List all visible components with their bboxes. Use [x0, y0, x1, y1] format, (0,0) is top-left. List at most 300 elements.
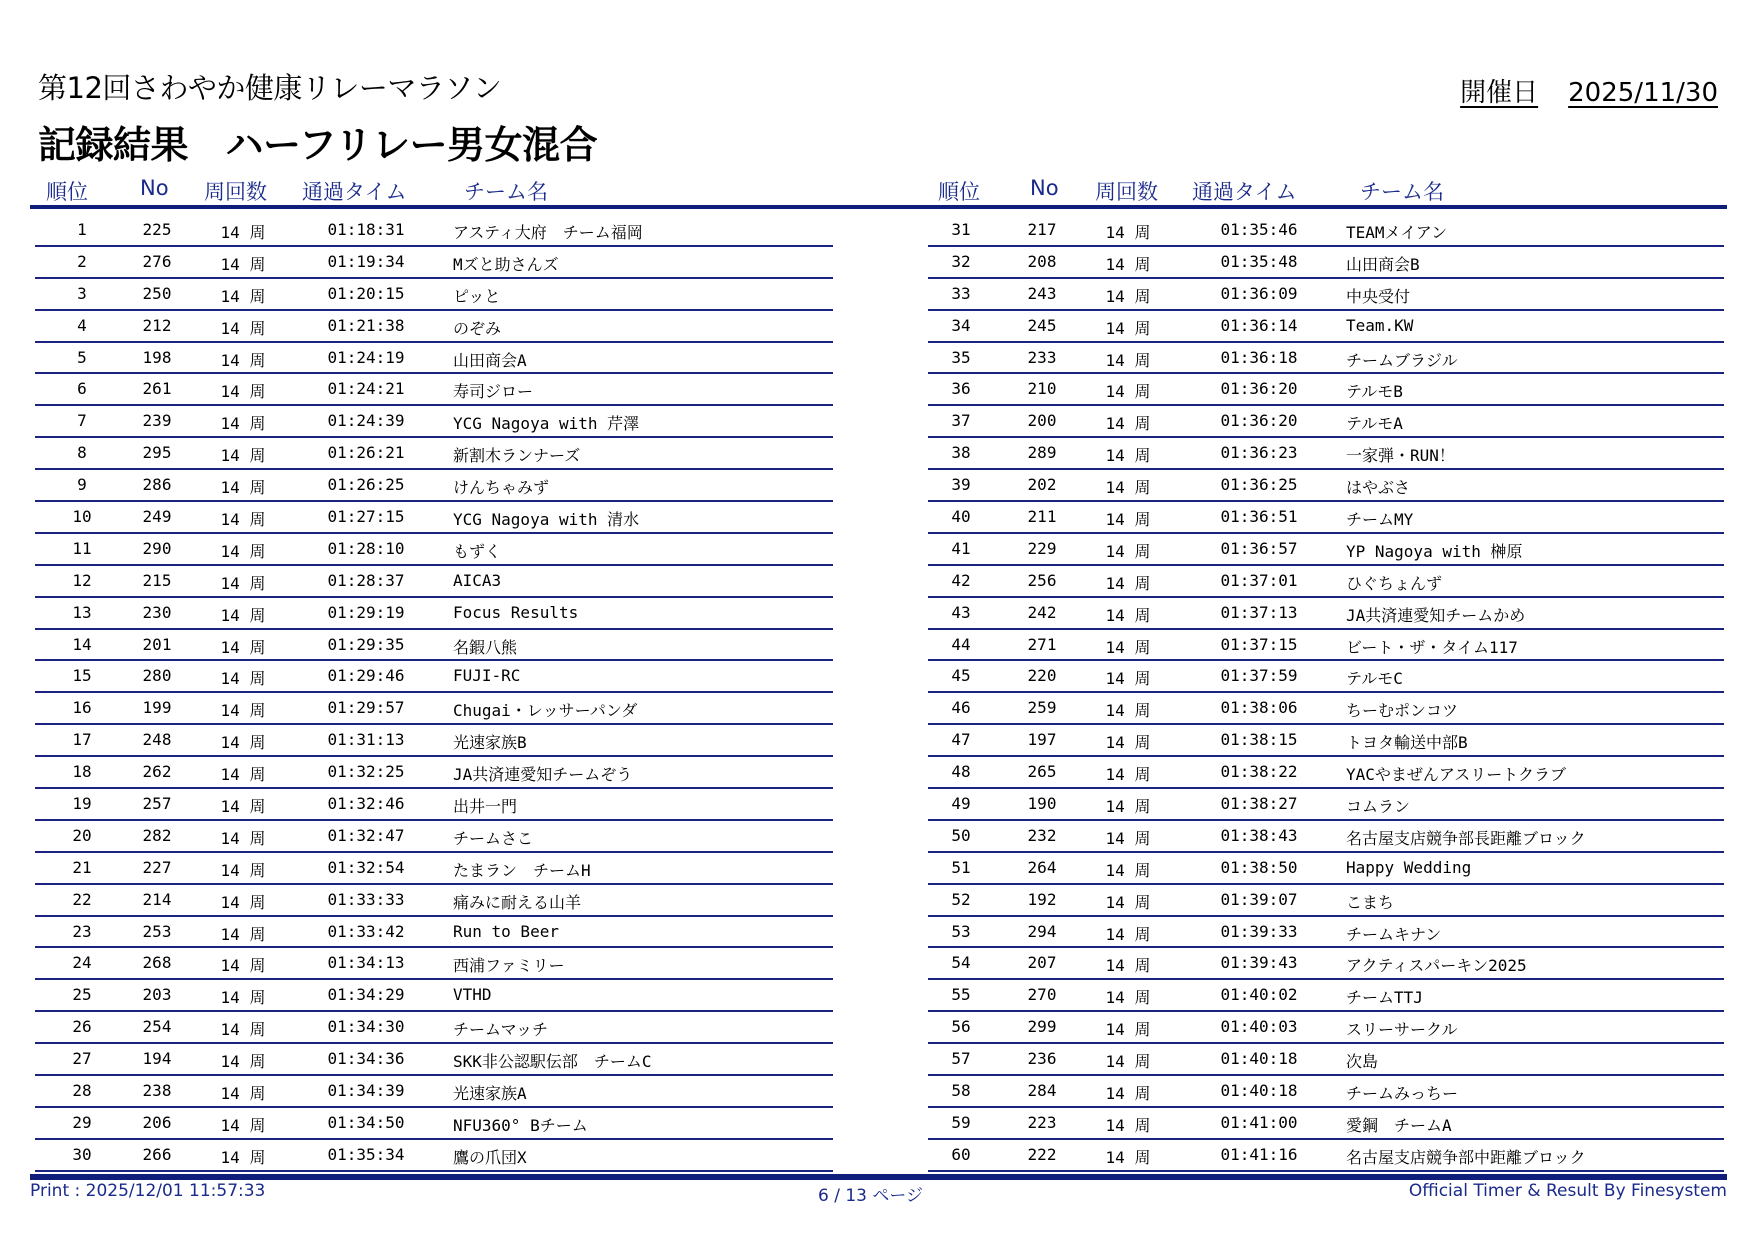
table-row: [928, 1044, 1724, 1076]
laps-cell: 14 周: [220, 1115, 266, 1135]
laps-cell: 14 周: [1105, 286, 1151, 306]
results-table-right: [928, 215, 1724, 1172]
bib-number-cell: 227: [142, 857, 172, 877]
split-time-cell: 01:27:15: [327, 507, 405, 527]
table-row: [928, 438, 1724, 470]
table-row: [928, 502, 1724, 534]
split-time-cell: 01:34:50: [327, 1112, 405, 1132]
bib-number-cell: 230: [142, 602, 172, 622]
rank-cell: 54: [951, 953, 971, 973]
split-time-cell: 01:18:31: [327, 220, 405, 239]
laps-cell: 14 周: [1105, 254, 1151, 274]
bib-number-cell: 270: [1027, 985, 1057, 1005]
laps-cell: 14 周: [220, 1147, 266, 1167]
laps-cell: 14 周: [220, 382, 266, 402]
laps-cell: 14 周: [220, 828, 266, 848]
column-header-no-right: No: [1030, 176, 1059, 200]
team-name-cell: 次島: [1346, 1052, 1379, 1072]
results-table-left: [35, 215, 833, 1172]
table-row: [35, 470, 833, 502]
laps-cell: 14 周: [220, 669, 266, 689]
rank-cell: 50: [951, 825, 971, 845]
split-time-cell: 01:35:48: [1220, 251, 1298, 271]
team-name-cell: 山田商会A: [453, 350, 527, 370]
bib-number-cell: 215: [142, 570, 172, 590]
team-name-cell: 一家弾・RUN！: [1346, 446, 1455, 466]
team-name-cell: チームMY: [1346, 510, 1414, 530]
team-name-cell: 鷹の爪団X: [453, 1147, 527, 1167]
split-time-cell: 01:37:59: [1220, 666, 1298, 686]
laps-cell: 14 周: [1105, 1052, 1151, 1072]
bib-number-cell: 229: [1027, 538, 1057, 558]
table-row: [35, 534, 833, 566]
bib-number-cell: 257: [142, 794, 172, 814]
rank-cell: 4: [77, 315, 87, 335]
split-time-cell: 01:38:06: [1220, 698, 1298, 718]
bib-number-cell: 232: [1027, 825, 1057, 845]
team-name-cell: 光速家族B: [453, 733, 527, 753]
split-time-cell: 01:39:07: [1220, 889, 1298, 909]
bib-number-cell: 289: [1027, 443, 1057, 463]
footer-rule: [30, 1174, 1727, 1180]
split-time-cell: 01:29:35: [327, 634, 405, 654]
bib-number-cell: 233: [1027, 347, 1057, 367]
team-name-cell: アスティ大府 チーム福岡: [453, 223, 643, 242]
table-row: [928, 1076, 1724, 1108]
table-row: [928, 406, 1724, 438]
laps-cell: 14 周: [220, 956, 266, 976]
split-time-cell: 01:41:00: [1220, 1112, 1298, 1132]
bib-number-cell: 212: [142, 315, 172, 335]
split-time-cell: 01:38:50: [1220, 857, 1298, 877]
rank-cell: 41: [951, 538, 971, 558]
table-row: [35, 1012, 833, 1044]
table-row: [35, 693, 833, 725]
rank-cell: 25: [72, 985, 92, 1005]
laps-cell: 14 周: [1105, 541, 1151, 561]
split-time-cell: 01:26:25: [327, 475, 405, 495]
rank-cell: 40: [951, 507, 971, 527]
bib-number-cell: 190: [1027, 794, 1057, 814]
table-row: [928, 821, 1724, 853]
split-time-cell: 01:31:13: [327, 730, 405, 750]
bib-number-cell: 208: [1027, 251, 1057, 271]
team-name-cell: YCG Nagoya with 清水: [453, 510, 640, 530]
bib-number-cell: 280: [142, 666, 172, 686]
bib-number-cell: 253: [142, 921, 172, 941]
bib-number-cell: 197: [1027, 730, 1057, 750]
team-name-cell: のぞみ: [453, 318, 502, 338]
laps-cell: 14 周: [220, 541, 266, 561]
event-date-label: 開催日: [1460, 78, 1539, 108]
bib-number-cell: 290: [142, 538, 172, 558]
table-row: [35, 343, 833, 375]
bib-number-cell: 248: [142, 730, 172, 750]
laps-cell: 14 周: [220, 701, 266, 721]
bib-number-cell: 214: [142, 889, 172, 909]
table-row: [928, 917, 1724, 949]
table-row: [928, 534, 1724, 566]
split-time-cell: 01:36:25: [1220, 475, 1298, 495]
split-time-cell: 01:36:51: [1220, 507, 1298, 527]
team-name-cell: 痛みに耐える山羊: [453, 892, 582, 912]
split-time-cell: 01:24:19: [327, 347, 405, 367]
split-time-cell: 01:21:38: [327, 315, 405, 335]
rank-cell: 19: [72, 794, 92, 814]
page-title: 記録結果 ハーフリレー男女混合: [38, 123, 598, 167]
rank-cell: 31: [951, 220, 971, 239]
team-name-cell: コムラン: [1346, 797, 1411, 817]
team-name-cell: Chugai・レッサーパンダ: [453, 701, 638, 721]
rank-cell: 60: [951, 1144, 971, 1164]
bib-number-cell: 276: [142, 251, 172, 271]
bib-number-cell: 201: [142, 634, 172, 654]
rank-cell: 14: [72, 634, 92, 654]
laps-cell: 14 周: [1105, 924, 1151, 944]
laps-cell: 14 周: [220, 605, 266, 625]
table-row: [928, 247, 1724, 279]
laps-cell: 14 周: [1105, 828, 1151, 848]
team-name-cell: テルモC: [1346, 669, 1403, 689]
laps-cell: 14 周: [1105, 478, 1151, 498]
table-row: [928, 725, 1724, 757]
team-name-cell: ちーむポンコツ: [1346, 701, 1459, 721]
bib-number-cell: 210: [1027, 379, 1057, 399]
laps-cell: 14 周: [1105, 382, 1151, 402]
table-row: [35, 630, 833, 662]
bib-number-cell: 200: [1027, 411, 1057, 431]
table-row: [35, 1076, 833, 1108]
team-name-cell: VTHD: [453, 985, 492, 1005]
laps-cell: 14 周: [1105, 733, 1151, 753]
table-row: [35, 566, 833, 598]
laps-cell: 14 周: [220, 573, 266, 593]
table-row: [928, 980, 1724, 1012]
laps-cell: 14 周: [1105, 797, 1151, 817]
split-time-cell: 01:37:01: [1220, 570, 1298, 590]
rank-cell: 46: [951, 698, 971, 718]
team-name-cell: 愛鋼 チームA: [1346, 1115, 1452, 1135]
table-row: [928, 757, 1724, 789]
split-time-cell: 01:36:20: [1220, 379, 1298, 399]
laps-cell: 14 周: [1105, 1084, 1151, 1104]
bib-number-cell: 211: [1027, 507, 1057, 527]
bib-number-cell: 194: [142, 1049, 172, 1069]
column-header-laps-right: 周回数: [1095, 180, 1158, 204]
laps-cell: 14 周: [220, 1084, 266, 1104]
table-row: [35, 374, 833, 406]
laps-cell: 14 周: [220, 350, 266, 370]
team-name-cell: チームキナン: [1346, 924, 1442, 944]
team-name-cell: 光速家族A: [453, 1084, 527, 1104]
split-time-cell: 01:36:09: [1220, 283, 1298, 303]
laps-cell: 14 周: [1105, 446, 1151, 466]
rank-cell: 58: [951, 1081, 971, 1101]
bib-number-cell: 294: [1027, 921, 1057, 941]
split-time-cell: 01:32:47: [327, 825, 405, 845]
table-row: [928, 789, 1724, 821]
bib-number-cell: 207: [1027, 953, 1057, 973]
team-name-cell: トヨタ輸送中部B: [1346, 733, 1468, 753]
rank-cell: 27: [72, 1049, 92, 1069]
rank-cell: 6: [77, 379, 87, 399]
split-time-cell: 01:20:15: [327, 283, 405, 303]
table-row: [35, 885, 833, 917]
team-name-cell: チームみっちー: [1346, 1084, 1459, 1104]
table-row: [35, 1108, 833, 1140]
rank-cell: 57: [951, 1049, 971, 1069]
split-time-cell: 01:39:33: [1220, 921, 1298, 941]
table-row: [928, 1012, 1724, 1044]
bib-number-cell: 261: [142, 379, 172, 399]
laps-cell: 14 周: [220, 765, 266, 785]
bib-number-cell: 250: [142, 283, 172, 303]
bib-number-cell: 271: [1027, 634, 1057, 654]
bib-number-cell: 236: [1027, 1049, 1057, 1069]
team-name-cell: NFU360° Bチーム: [453, 1115, 588, 1135]
split-time-cell: 01:36:14: [1220, 315, 1298, 335]
table-row: [35, 948, 833, 980]
rank-cell: 1: [77, 220, 87, 239]
rank-cell: 45: [951, 666, 971, 686]
rank-cell: 8: [77, 443, 87, 463]
split-time-cell: 01:38:27: [1220, 794, 1298, 814]
team-name-cell: Mズと助さんズ: [453, 254, 559, 274]
rank-cell: 32: [951, 251, 971, 271]
table-row: [35, 821, 833, 853]
rank-cell: 56: [951, 1017, 971, 1037]
split-time-cell: 01:40:18: [1220, 1081, 1298, 1101]
header-rule: [30, 205, 1727, 209]
team-name-cell: ビート・ザ・タイム117: [1346, 637, 1518, 657]
table-row: [35, 725, 833, 757]
split-time-cell: 01:34:39: [327, 1081, 405, 1101]
team-name-cell: ひぐちょんず: [1346, 573, 1443, 593]
table-row: [928, 853, 1724, 885]
split-time-cell: 01:38:15: [1220, 730, 1298, 750]
table-row: [928, 598, 1724, 630]
event-date: [1460, 72, 1718, 109]
laps-cell: 14 周: [1105, 223, 1151, 242]
split-time-cell: 01:40:02: [1220, 985, 1298, 1005]
bib-number-cell: 254: [142, 1017, 172, 1037]
bib-number-cell: 225: [142, 220, 172, 239]
rank-cell: 21: [72, 857, 92, 877]
split-time-cell: 01:34:30: [327, 1017, 405, 1037]
split-time-cell: 01:29:19: [327, 602, 405, 622]
rank-cell: 10: [72, 507, 92, 527]
table-row: [928, 661, 1724, 693]
rank-cell: 15: [72, 666, 92, 686]
team-name-cell: YCG Nagoya with 芹澤: [453, 414, 640, 434]
table-row: [928, 215, 1724, 247]
split-time-cell: 01:29:46: [327, 666, 405, 686]
rank-cell: 26: [72, 1017, 92, 1037]
laps-cell: 14 周: [220, 733, 266, 753]
team-name-cell: もずく: [453, 541, 502, 561]
table-row: [928, 311, 1724, 343]
split-time-cell: 01:36:23: [1220, 443, 1298, 463]
rank-cell: 28: [72, 1081, 92, 1101]
table-row: [35, 757, 833, 789]
laps-cell: 14 周: [220, 414, 266, 434]
team-name-cell: Focus Results: [453, 602, 579, 622]
rank-cell: 59: [951, 1112, 971, 1132]
bib-number-cell: 262: [142, 762, 172, 782]
page-indicator: 6 / 13 ページ: [818, 1186, 924, 1206]
bib-number-cell: 282: [142, 825, 172, 845]
table-row: [928, 566, 1724, 598]
bib-number-cell: 223: [1027, 1112, 1057, 1132]
table-row: [35, 1140, 833, 1172]
rank-cell: 5: [77, 347, 87, 367]
split-time-cell: 01:35:34: [327, 1144, 405, 1164]
laps-cell: 14 周: [1105, 1020, 1151, 1040]
team-name-cell: JA共済連愛知チームぞう: [453, 765, 633, 785]
bib-number-cell: 202: [1027, 475, 1057, 495]
laps-cell: 14 周: [1105, 414, 1151, 434]
bib-number-cell: 266: [142, 1144, 172, 1164]
timer-credit: Official Timer & Result By Finesystem: [1408, 1181, 1727, 1201]
laps-cell: 14 周: [220, 318, 266, 338]
laps-cell: 14 周: [1105, 637, 1151, 657]
bib-number-cell: 256: [1027, 570, 1057, 590]
rank-cell: 43: [951, 602, 971, 622]
team-name-cell: チームマッチ: [453, 1020, 549, 1040]
team-name-cell: Run to Beer: [453, 921, 559, 941]
team-name-cell: AICA3: [453, 570, 502, 590]
laps-cell: 14 周: [220, 1020, 266, 1040]
table-row: [928, 693, 1724, 725]
split-time-cell: 01:29:57: [327, 698, 405, 718]
bib-number-cell: 198: [142, 347, 172, 367]
laps-cell: 14 周: [220, 478, 266, 498]
laps-cell: 14 周: [220, 446, 266, 466]
split-time-cell: 01:19:34: [327, 251, 405, 271]
rank-cell: 20: [72, 825, 92, 845]
team-name-cell: こまち: [1346, 892, 1395, 912]
team-name-cell: YP Nagoya with 榊原: [1346, 541, 1523, 561]
split-time-cell: 01:40:18: [1220, 1049, 1298, 1069]
rank-cell: 44: [951, 634, 971, 654]
table-row: [928, 1140, 1724, 1172]
split-time-cell: 01:36:20: [1220, 411, 1298, 431]
team-name-cell: チームさこ: [453, 828, 534, 848]
split-time-cell: 01:28:10: [327, 538, 405, 558]
team-name-cell: 名古屋支店競争部長距離ブロック: [1346, 828, 1586, 848]
team-name-cell: 名古屋支店競争部中距離ブロック: [1346, 1147, 1586, 1167]
team-name-cell: Team.KW: [1346, 315, 1414, 335]
bib-number-cell: 295: [142, 443, 172, 463]
team-name-cell: 寿司ジロー: [453, 382, 534, 402]
team-name-cell: テルモA: [1346, 414, 1403, 434]
split-time-cell: 01:33:42: [327, 921, 405, 941]
split-time-cell: 01:34:29: [327, 985, 405, 1005]
table-row: [35, 247, 833, 279]
laps-cell: 14 周: [1105, 605, 1151, 625]
split-time-cell: 01:32:46: [327, 794, 405, 814]
split-time-cell: 01:37:15: [1220, 634, 1298, 654]
laps-cell: 14 周: [220, 892, 266, 912]
bib-number-cell: 239: [142, 411, 172, 431]
split-time-cell: 01:37:13: [1220, 602, 1298, 622]
rank-cell: 53: [951, 921, 971, 941]
split-time-cell: 01:24:39: [327, 411, 405, 431]
laps-cell: 14 周: [1105, 510, 1151, 530]
split-time-cell: 01:26:21: [327, 443, 405, 463]
team-name-cell: はやぶさ: [1346, 478, 1411, 498]
rank-cell: 37: [951, 411, 971, 431]
rank-cell: 9: [77, 475, 87, 495]
team-name-cell: スリーサークル: [1346, 1020, 1458, 1040]
table-row: [35, 661, 833, 693]
bib-number-cell: 222: [1027, 1144, 1057, 1164]
team-name-cell: 新割木ランナーズ: [453, 446, 581, 466]
table-row: [35, 406, 833, 438]
laps-cell: 14 周: [220, 860, 266, 880]
table-row: [928, 1108, 1724, 1140]
split-time-cell: 01:32:25: [327, 762, 405, 782]
split-time-cell: 01:28:37: [327, 570, 405, 590]
split-time-cell: 01:34:13: [327, 953, 405, 973]
laps-cell: 14 周: [220, 254, 266, 274]
table-row: [35, 598, 833, 630]
rank-cell: 52: [951, 889, 971, 909]
rank-cell: 7: [77, 411, 87, 431]
team-name-cell: けんちゃみず: [453, 478, 550, 498]
table-row: [35, 789, 833, 821]
team-name-cell: TEAMメイアン: [1346, 223, 1448, 242]
team-name-cell: 名鍜八熊: [453, 637, 518, 657]
rank-cell: 33: [951, 283, 971, 303]
rank-cell: 24: [72, 953, 92, 973]
table-row: [35, 1044, 833, 1076]
bib-number-cell: 245: [1027, 315, 1057, 335]
rank-cell: 55: [951, 985, 971, 1005]
team-name-cell: 西浦ファミリー: [453, 956, 565, 976]
split-time-cell: 01:35:46: [1220, 220, 1298, 239]
table-row: [35, 279, 833, 311]
bib-number-cell: 199: [142, 698, 172, 718]
team-name-cell: 中央受付: [1346, 286, 1411, 306]
laps-cell: 14 周: [1105, 1147, 1151, 1167]
rank-cell: 49: [951, 794, 971, 814]
table-row: [35, 215, 833, 247]
laps-cell: 14 周: [1105, 988, 1151, 1008]
column-header-time-left: 通過タイム: [302, 180, 407, 204]
column-header-team-right: チーム名: [1360, 180, 1444, 204]
bib-number-cell: 203: [142, 985, 172, 1005]
rank-cell: 13: [72, 602, 92, 622]
rank-cell: 23: [72, 921, 92, 941]
bib-number-cell: 206: [142, 1112, 172, 1132]
table-row: [928, 279, 1724, 311]
rank-cell: 30: [72, 1144, 92, 1164]
bib-number-cell: 286: [142, 475, 172, 495]
split-time-cell: 01:33:33: [327, 889, 405, 909]
column-header-team-left: チーム名: [464, 180, 548, 204]
team-name-cell: YACやまぜんアスリートクラブ: [1346, 765, 1566, 785]
laps-cell: 14 周: [1105, 573, 1151, 593]
team-name-cell: テルモB: [1346, 382, 1403, 402]
rank-cell: 39: [951, 475, 971, 495]
split-time-cell: 01:39:43: [1220, 953, 1298, 973]
bib-number-cell: 265: [1027, 762, 1057, 782]
rank-cell: 42: [951, 570, 971, 590]
table-row: [928, 470, 1724, 502]
print-timestamp: Print : 2025/12/01 11:57:33: [30, 1181, 266, 1201]
rank-cell: 48: [951, 762, 971, 782]
